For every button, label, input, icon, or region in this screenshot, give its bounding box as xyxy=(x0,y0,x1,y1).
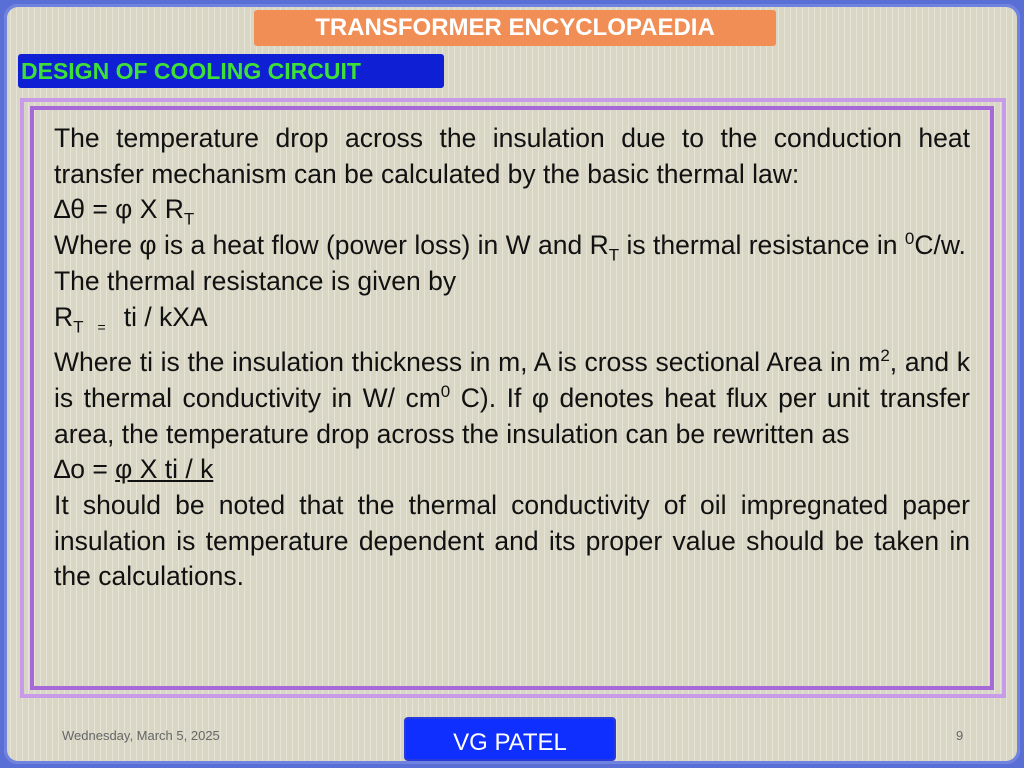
equation-2-equals: = xyxy=(97,318,106,335)
content-text xyxy=(54,121,970,595)
equation-1 xyxy=(54,192,970,228)
where-text-3: C/w. xyxy=(914,230,966,261)
page-number: 9 xyxy=(956,728,964,743)
equation-2-r: R xyxy=(54,301,74,332)
where-text-1: Where φ is a heat flow (power loss) in W and R xyxy=(54,230,609,261)
equation-3-lhs: ∆o = xyxy=(54,454,116,485)
header-banner: TRANSFORMER ENCYCLOPAEDIA xyxy=(254,10,776,46)
paragraph-where xyxy=(54,228,970,264)
footer-date: Wednesday, March 5, 2025 xyxy=(62,728,220,743)
equation-2-rhs: ti / kXA xyxy=(123,301,208,332)
author-badge: VG PATEL xyxy=(404,717,616,761)
paragraph-definitions xyxy=(54,345,970,452)
paragraph-thermal-resistance: The thermal resistance is given by xyxy=(54,265,457,296)
where-superscript: 0 xyxy=(904,229,915,249)
definitions-superscript-1: 2 xyxy=(880,346,890,366)
slide-background xyxy=(4,4,1020,764)
equation-3 xyxy=(54,452,970,488)
where-text-2: is thermal resistance in xyxy=(619,230,905,261)
definitions-superscript-2: 0 xyxy=(440,382,451,402)
definitions-text-2: , and k is thermal conductivity in W/ cm xyxy=(54,347,970,413)
definitions-text-1: Where ti is the insulation thickness in m, A is cross sectional Area in m xyxy=(54,347,881,378)
paragraph-note: It should be noted that the thermal conductivity of oil impregnated paper insulation is temperature dependent and its proper value should be taken in the calculations. xyxy=(54,490,970,592)
equation-2 xyxy=(54,300,970,346)
paragraph-intro: The temperature drop across the insulation due to the conduction heat transfer mechanism can be calculated by the basic thermal law: xyxy=(54,123,970,189)
equation-1-subscript: T xyxy=(183,209,195,229)
equation-1-lhs: ∆θ = φ X R xyxy=(54,194,184,225)
section-title: DESIGN OF COOLING CIRCUIT xyxy=(18,54,444,88)
equation-3-rhs: φ X ti / k xyxy=(115,454,214,485)
where-subscript: T xyxy=(608,245,620,265)
equation-2-subscript: T xyxy=(73,316,84,336)
definitions-text-3: C). If φ denotes heat flux per unit transfer area, the temperature drop across the insulation can be rewritten as xyxy=(54,382,971,449)
